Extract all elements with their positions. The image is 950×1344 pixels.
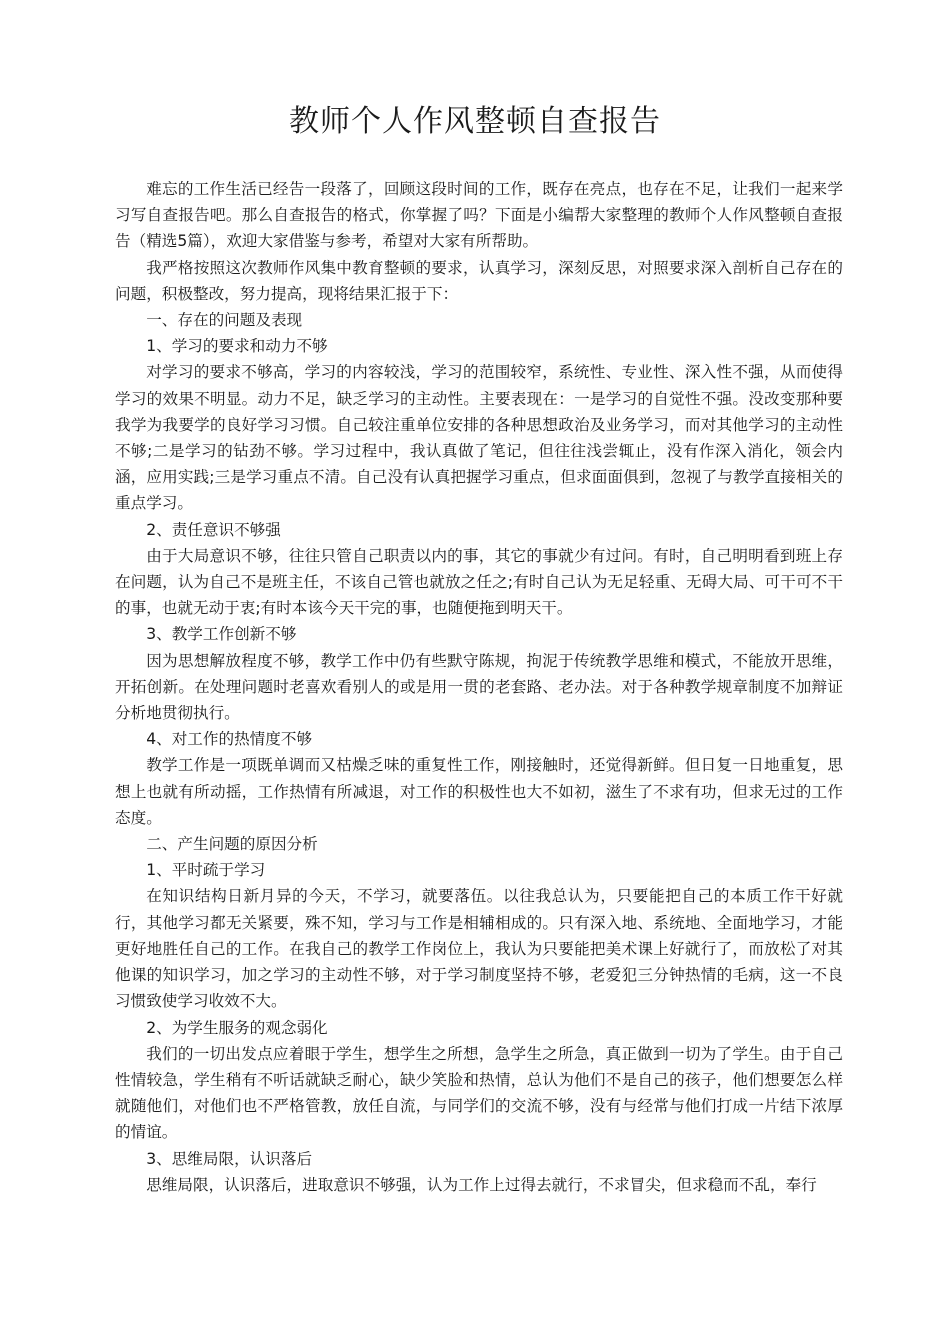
paragraph: 因为思想解放程度不够，教学工作中仍有些默守陈规，拘泥于传统教学思维和模式，不能放开思维，开拓创新。在处理问题时老喜欢看别人的或是用一贯的老套路、老办法。对于各种教学规章制度不加辩证分析地贯彻执行。 [115,651,843,723]
section-heading: 二、产生问题的原因分析 [146,835,318,854]
paragraph: 由于大局意识不够，往往只管自己职责以内的事，其它的事就少有过问。有时，自己明明看到班上存在问题，认为自己不是班主任，不该自己管也就放之任之;有时自己认为无足轻重、无碍大局、可干可不干的事，也就无动于衷;有时本该今天干完的事，也随便拖到明天干。 [115,546,843,618]
paragraph: 我严格按照这次教师作风集中教育整顿的要求，认真学习，深刻反思，对照要求深入剖析自己存在的问题，积极整改，努力提高，现将结果汇报于下： [115,258,843,303]
paragraph: 对学习的要求不够高，学习的内容较浅，学习的范围较窄，系统性、专业性、深入性不强，从而使得学习的效果不明显。动力不足，缺乏学习的主动性。主要表现在：一是学习的自觉性不强。没改变那种要我学为我要学的良好学习习惯。自己较注重单位安排的各种思想政治及业务学习，而对其他学习的主动性不够;二是学习的钻劲不够。学习过程中，我认真做了笔记，但往往浅尝辄止，没有作深入消化，领会内涵，应用实践;三是学习重点不清。自己没有认真把握学习重点，但求面面俱到，忽视了与教学直接相关的重点学习。 [115,363,843,513]
paragraph: 在知识结构日新月异的今天，不学习，就要落伍。以往我总认为，只要能把自己的本质工作干好就行，其他学习都无关紧要，殊不知，学习与工作是相辅相成的。只有深入地、系统地、全面地学习，才能更好地胜任自己的工作。在我自己的教学工作岗位上，我认为只要能把美术课上好就行了，而放松了对其他课的知识学习，加之学习的主动性不够，对于学习制度坚持不够，老爱犯三分钟热情的毛病，这一不良习惯致使学习收效不大。 [115,887,843,1011]
subsection-heading: 2、为学生服务的观念弱化 [146,1018,328,1037]
document-body [115,176,843,1198]
paragraph: 教学工作是一项既单调而又枯燥乏味的重复性工作，刚接触时，还觉得新鲜。但日复一日地重复，思想上也就有所动摇，工作热情有所减退，对工作的积极性也大不如初，滋生了不求有功，但求无过的工作态度。 [115,756,843,827]
document-title: 教师个人作风整顿自查报告 [289,104,661,139]
subsection-heading: 1、平时疏于学习 [146,861,266,880]
paragraph: 我们的一切出发点应着眼于学生，想学生之所想，急学生之所急，真正做到一切为了学生。由于自己性情较急，学生稍有不听话就缺乏耐心，缺少笑脸和热情，总认为他们不是自己的孩子，他们想要怎么样就随他们，对他们也不严格管教，放任自流，与同学们的交流不够，没有与经常与他们打成一片结下浓厚的情谊。 [115,1044,843,1142]
subsection-heading: 1、学习的要求和动力不够 [146,337,328,356]
section-heading: 一、存在的问题及表现 [146,311,303,330]
subsection-heading: 4、对工作的热情度不够 [146,730,313,749]
subsection-heading: 2、责任意识不够强 [146,520,281,539]
paragraph: 难忘的工作生活已经告一段落了，回顾这段时间的工作，既存在亮点，也存在不足，让我们一起来学习写自查报告吧。那么自查报告的格式，你掌握了吗？下面是小编帮大家整理的教师个人作风整顿自查报告（精选5篇），欢迎大家借鉴与参考，希望对大家有所帮助。 [115,180,843,251]
paragraph: 思维局限，认识落后，进取意识不够强，认为工作上过得去就行，不求冒尖，但求稳而不乱，奉行 [146,1175,817,1194]
subsection-heading: 3、教学工作创新不够 [146,625,297,644]
subsection-heading: 3、思维局限，认识落后 [146,1149,313,1168]
